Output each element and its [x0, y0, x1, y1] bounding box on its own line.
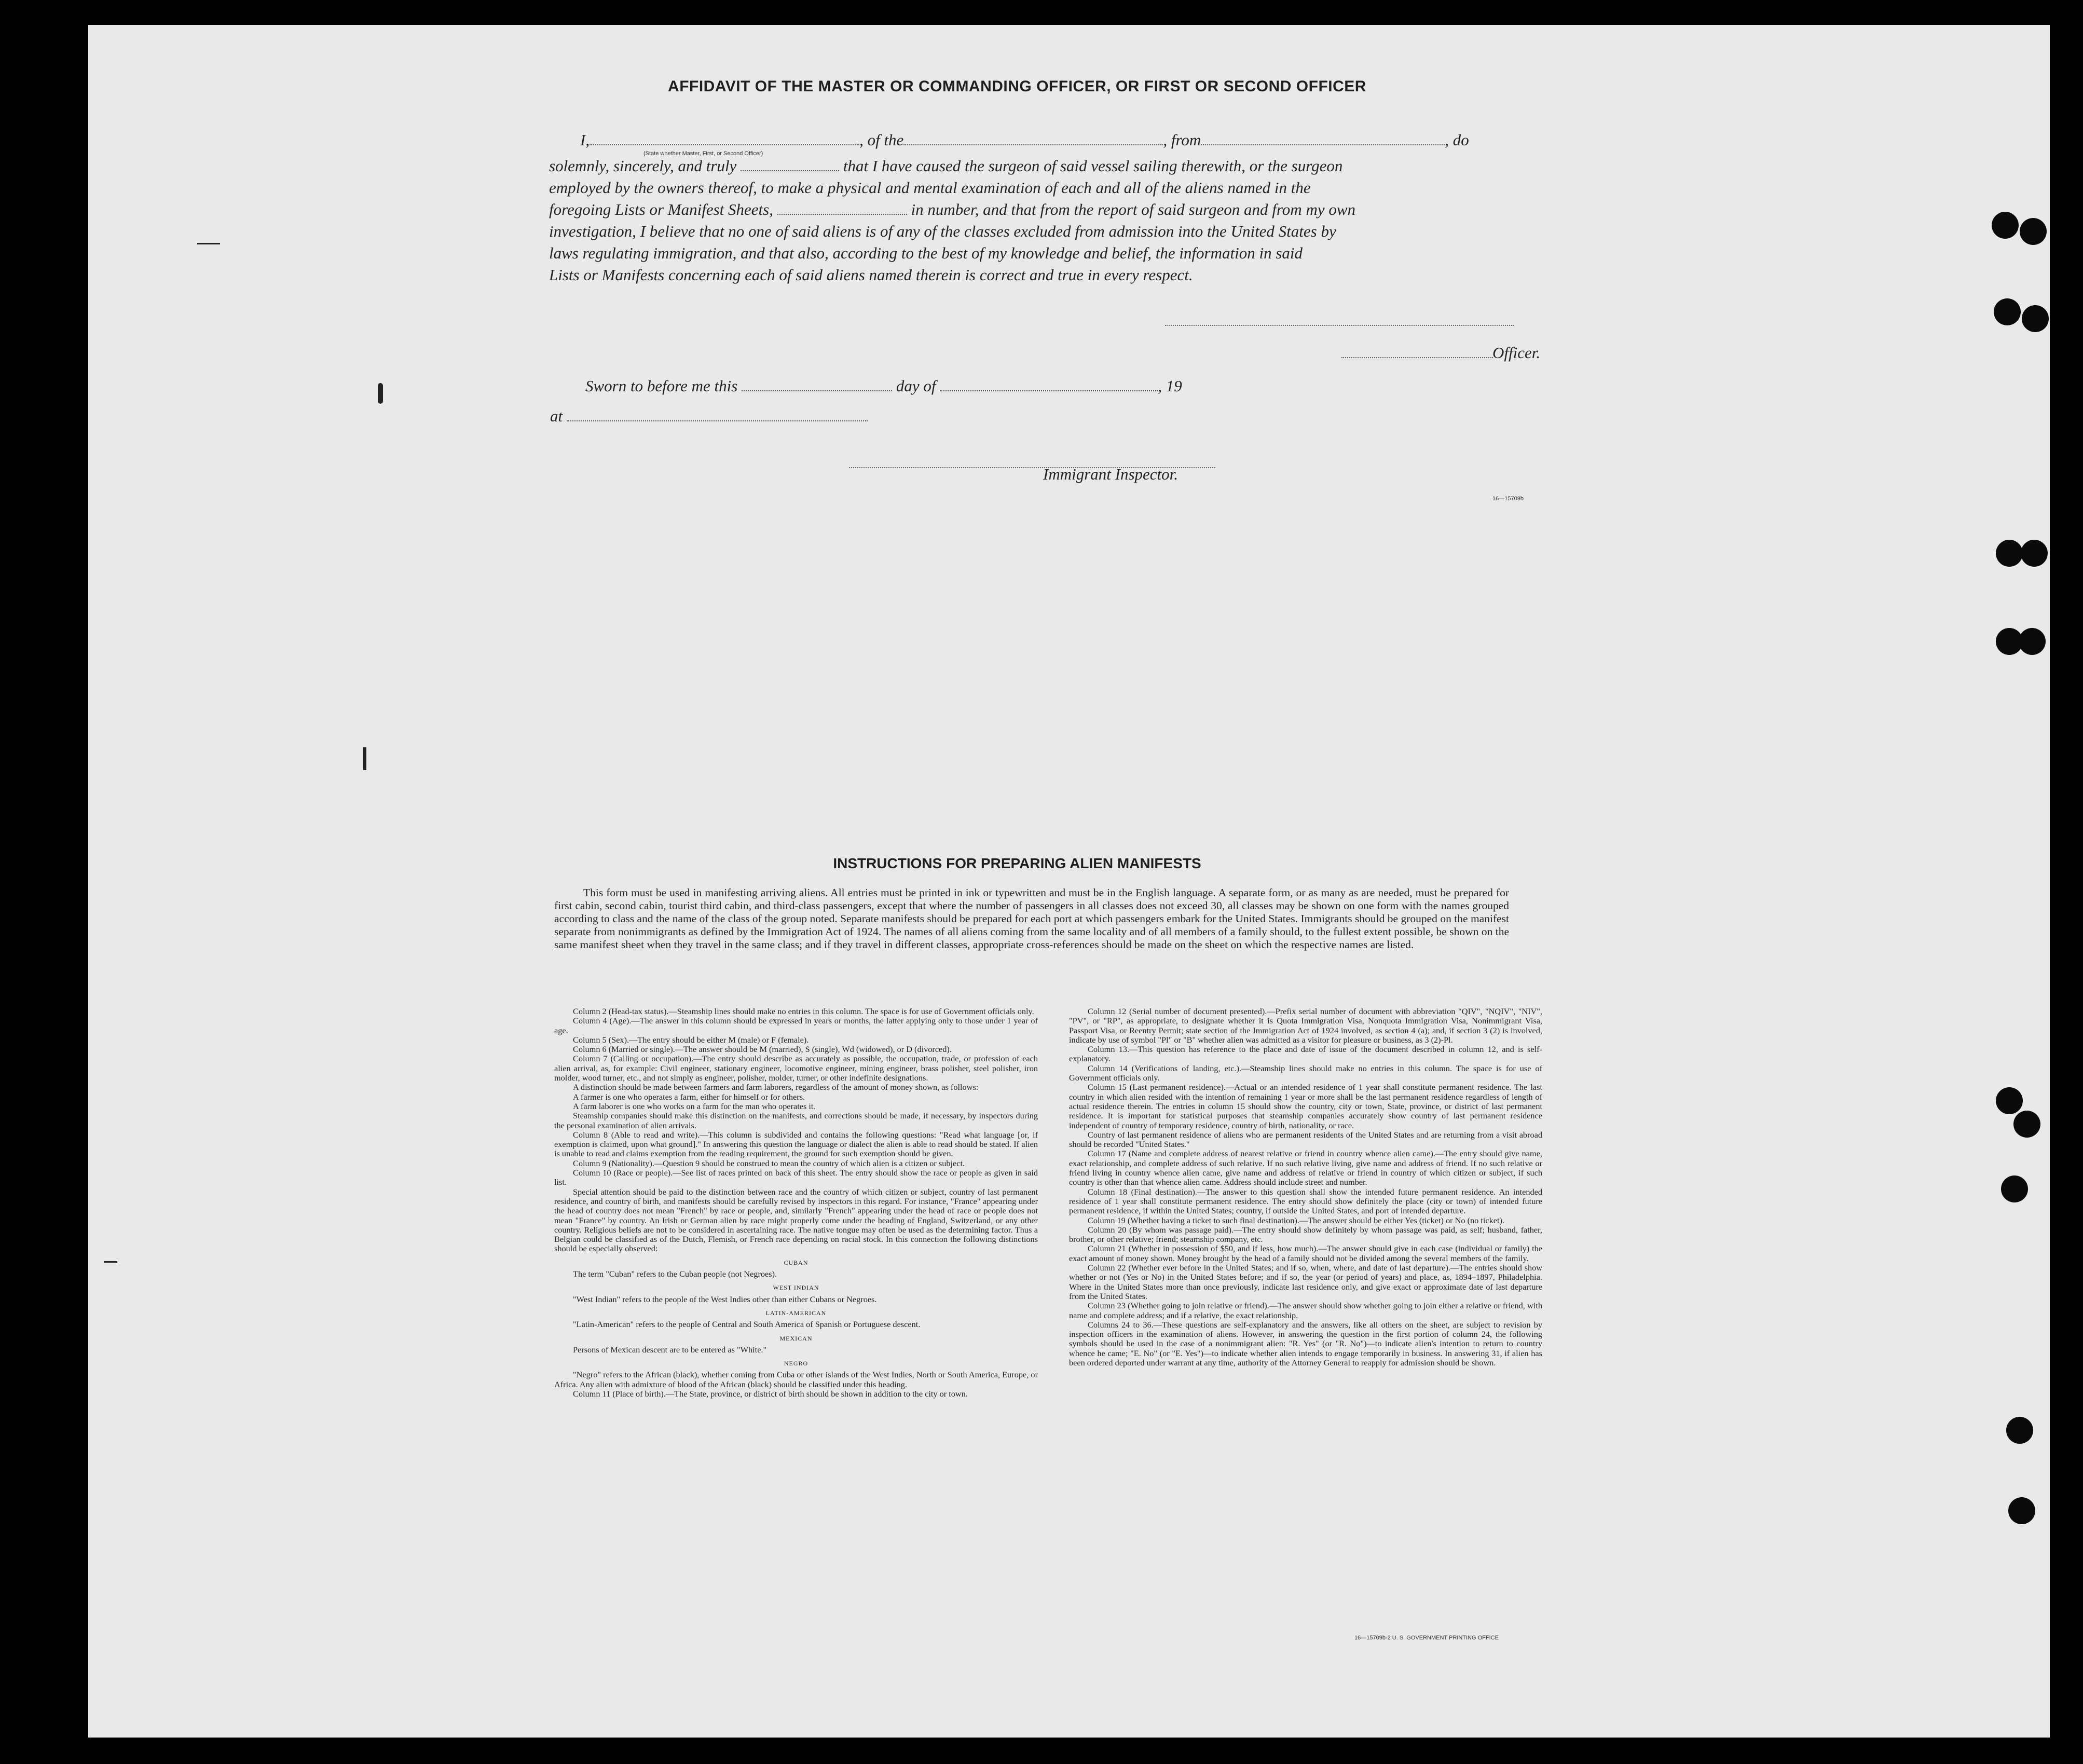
instruction-paragraph: Column 18 (Final destination).—The answer to this question shall show the intended future permanent residence. An intended residence of 1 year shall constitute permanent residence. The entry should show definitely the place (city or town) of intended future permanent residence, if within the United States; country, if outside the United States, and port of intended departure.: [1069, 1186, 1542, 1216]
form-number: 16—15709b: [1492, 496, 1524, 502]
text: that I have caused the surgeon of said vessel sailing therewith, or the surgeon: [843, 157, 1343, 175]
instruction-paragraph: Column 22 (Whether ever before in the United States; and if so, when, where, and date of last departure).—The entries should show whether or not (Yes or No) in the United States before; and if so, the year (or period of years) and place, as, 1894–1897, Philadelphia. Where in the United States more than once previously, indicate last residence only, and give exact or approximate date of last departure from the United States.: [1069, 1263, 1542, 1301]
punch-hole: [2020, 218, 2047, 245]
inspector-label: Immigrant Inspector.: [1043, 465, 1178, 483]
printing-office-footer: 16—15709b-2 U. S. GOVERNMENT PRINTING OFFICE: [1354, 1635, 1499, 1641]
race-definition: The term "Cuban" refers to the Cuban people (not Negroes).: [573, 1269, 777, 1279]
instructions-intro: This form must be used in manifesting arriving aliens. All entries must be printed in ink or typewritten and must be in the English language. A separate form, or as many as are needed, must be prepared for first cabin, second cabin, tourist third cabin, and third-class passengers, except that where the number of passengers in all classes does not exceed 30, all classes may be shown on one form with the names grouped according to class and the name of the class of the group noted. Separate manifests should be prepared for each port at which passengers embark for the United States. Immigrants should be grouped on the manifest separate from nonimmigrants as defined by the Immigration Act of 1924. The names of all aliens coming from the same locality and of all members of a family should, to the fullest extent possible, be shown on the same manifest sheet when they travel in the same class; and if they travel in different classes, appropriate cross-references should be made on the sheet on which the respective names are listed.: [554, 886, 1509, 951]
instruction-paragraph: Column 23 (Whether going to join relative or friend).—The answer should show whether going to join either a relative or friend, with name and complete address; and if a relative, the exact relationship.: [1069, 1301, 1542, 1320]
instruction-paragraph: Special attention should be paid to the distinction between race and the country of which citizen or subject, country of last permanent residence, and country of birth, and manifests should be carefully revised by inspectors in this regard. For instance, "France" appearing under the head of country does not mean "French" by race or people, and, similarly "French" appearing under the head of race or people does not mean "France" by country. An Irish or German alien by race might properly come under the heading of England, Switzerland, or any other country. Religious beliefs are not to be considered in ascertaining race. The native tongue may often be used as the determining factor. Thus a Belgian could be classified as of the Dutch, Flemish, or French race depending on racial stock. In this connection the following distinctions should be especially observed:: [554, 1186, 1038, 1254]
place-blank: [567, 417, 868, 421]
oath-blank: [741, 167, 839, 171]
punch-hole: [2013, 1111, 2040, 1138]
race-heading: WEST INDIAN: [773, 1284, 819, 1292]
sworn-line: [585, 377, 1182, 395]
state-note: (State whether Master, First, or Second Officer): [643, 151, 763, 157]
race-heading: CUBAN: [784, 1259, 808, 1266]
instruction-paragraph: Column 12 (Serial number of document presented).—Prefix serial number of document with abbreviation "QIV", "NQIV", "NIV", "PV", or "RP", as appropriate, to designate whether it is Quota Immigration Visa, Nonquota Immigration Visa, Nonimmigrant Visa, Passport Visa, or Reentry Permit; state section of the Immigration Act of 1924 involved, as section 4 (a); and, if section 3 (2) is involved, indicate by use of symbol "Pl" or "B" whether alien was admitted as a visitor for pleasure or business, as 3 (2)-Pl.: [1069, 1006, 1542, 1045]
text: , of the: [859, 131, 904, 149]
punch-hole: [1994, 298, 2021, 325]
punch-hole: [2021, 540, 2048, 567]
affidavit-title: AFFIDAVIT OF THE MASTER OR COMMANDING OFFICER, OR FIRST OR SECOND OFFICER: [668, 78, 1366, 95]
text: I,: [580, 131, 590, 149]
punch-hole: [1992, 212, 2019, 239]
instruction-paragraph: Column 6 (Married or single).—The answer should be M (married), S (single), Wd (widowed), or D (divorced).: [573, 1044, 952, 1055]
month-blank: [940, 387, 1158, 391]
race-definition: "Latin-American" refers to the people of Central and South America of Spanish or Portuguese descent.: [573, 1319, 921, 1330]
binding-mark: [197, 243, 220, 244]
affidavit-line-2: [549, 157, 1342, 175]
punch-hole: [1996, 540, 2023, 567]
text: at: [550, 407, 563, 425]
binding-mark: [104, 1261, 117, 1263]
day-blank: [742, 387, 892, 391]
text: , 19: [1158, 377, 1182, 395]
punch-hole: [2022, 305, 2049, 332]
affidavit-line-6: laws regulating immigration, and that also, according to the best of my knowledge and belief, the information in said: [549, 244, 1303, 262]
affidavit-line-7: Lists or Manifests concerning each of said aliens named therein is correct and true in every respect.: [549, 266, 1193, 284]
race-definition: "Negro" refers to the African (black), whether coming from Cuba or other islands of the West Indies, North or South America, Europe, or Africa. Any alien with admixture of blood of the African (black) should be classified under this heading.: [554, 1370, 1038, 1389]
instruction-paragraph: Column 17 (Name and complete address of nearest relative or friend in country whence alien came).—The entry should give name, exact relationship, and complete address of such relative. If no such relative living, give name and address of friend. If no such relative or friend living in country whence alien came, give name and address of relative or friend in country of which citizen or subject, if such country is other than that whence alien came. Address should include street and number.: [1069, 1148, 1542, 1187]
officer-rank-blank: [590, 141, 859, 145]
signature-line: [1341, 357, 1493, 358]
signature-line: [1165, 325, 1514, 326]
punch-hole: [2006, 1417, 2033, 1444]
punch-hole: [2008, 1497, 2035, 1524]
instruction-paragraph: Column 14 (Verifications of landing, etc.).—Steamship lines should make no entries in this column. The space is for use of Government officials only.: [1069, 1063, 1542, 1083]
officer-label: Officer.: [1492, 344, 1541, 362]
instruction-paragraph: A farmer is one who operates a farm, either for himself or for others.: [573, 1091, 805, 1102]
right-black-border: [2054, 0, 2083, 1764]
text: foregoing Lists or Manifest Sheets,: [549, 200, 773, 218]
instruction-paragraph: Steamship companies should make this distinction on the manifests, and corrections should be made, if necessary, by inspectors during the personal examination of alien arrivals.: [554, 1111, 1038, 1130]
at-line: [550, 407, 868, 426]
instruction-paragraph: Column 13.—This question has reference to the place and date of issue of the document described in column 12, and is self-explanatory.: [1069, 1044, 1542, 1064]
instruction-paragraph: Column 10 (Race or people).—See list of races printed on back of this sheet. The entry should show the race or people as given in said list.: [554, 1168, 1038, 1187]
instruction-paragraph: Column 2 (Head-tax status).—Steamship lines should make no entries in this column. The space is for use of Government officials only.: [573, 1006, 1034, 1016]
instruction-paragraph: Column 20 (By whom was passage paid).—The entry should show definitely by whom passage was paid, as self; husband, father, brother, or other relative; friend; steamship company, etc.: [1069, 1224, 1542, 1245]
vessel-name-blank: [903, 141, 1163, 145]
race-definition: Persons of Mexican descent are to be entered as "White.": [573, 1344, 767, 1355]
instruction-paragraph: Column 19 (Whether having a ticket to such final destination).—The answer should be either Yes (ticket) or No (no ticket).: [1088, 1215, 1505, 1225]
punch-hole: [1996, 1087, 2023, 1114]
text: solemnly, sincerely, and truly: [549, 157, 737, 175]
port-blank: [1201, 141, 1445, 145]
affidavit-line-1: [580, 131, 1469, 149]
affidavit-line-3: employed by the owners thereof, to make a physical and mental examination of each and all of the aliens named in the: [549, 179, 1311, 197]
instruction-paragraph: Column 15 (Last permanent residence).—Actual or an intended residence of 1 year shall constitute permanent residence. The last country in which alien resided with the intention of remaining 1 year or more shall be the last permanent residence regardless of length of actual residence therein. The entries in column 15 should show the country, city or town, State, province, or district of last permanent residence. It is important for statistical purposes that steamship companies accurately show country of last permanent residence independent of country of temporary residence, country of birth, nationality, or race.: [1069, 1082, 1542, 1130]
punch-hole: [2019, 628, 2046, 655]
instructions-title: INSTRUCTIONS FOR PREPARING ALIEN MANIFESTS: [833, 855, 1201, 871]
instruction-paragraph: Column 5 (Sex).—The entry should be either M (male) or F (female).: [573, 1034, 809, 1045]
instruction-paragraph: Columns 24 to 36.—These questions are self-explanatory and the answers, like all others on the sheet, are subject to revision by inspection officers in the examination of aliens. However, in answering the question in the first portion of column 24, the following symbols should be used in the case of a nonimmigrant alien: "R. Yes" (or "R. No")—to indicate alien's intention to return to country whence he came; "E. No" (or "E. Yes")—to indicate whether alien intends to engage temporarily in business. In answering 31, if alien has been ordered deported under warrant at any time, authority of the Attorney General to reapply for admission should be shown.: [1069, 1319, 1542, 1368]
instruction-paragraph: Column 11 (Place of birth).—The State, province, or district of birth should be shown in addition to the city or town.: [573, 1388, 968, 1399]
binding-mark: [378, 383, 383, 404]
text: , do: [1445, 131, 1469, 149]
text: in number, and that from the report of said surgeon and from my own: [911, 200, 1356, 218]
affidavit-line-5: investigation, I believe that no one of said aliens is of any of the classes excluded from admission into the United States by: [549, 222, 1336, 240]
instructions-right-column: [1069, 1007, 1542, 1368]
instruction-paragraph: Column 21 (Whether in possession of $50, and if less, how much).—The answer should give in each case (individual or family) the exact amount of money shown. Money brought by the head of a family should not be divided among the several members of the family.: [1069, 1243, 1542, 1263]
instruction-paragraph: Column 4 (Age).—The answer in this column should be expressed in years or months, the latter applying only to those under 1 year of age.: [554, 1016, 1038, 1035]
instruction-paragraph: Column 7 (Calling or occupation).—The entry should describe as accurately as possible, the occupation, trade, or profession of each alien arrival, as, for example: Civil engineer, stationary engineer, locomotive engineer, mining engineer, brass polisher, steel polisher, iron molder, wood turner, etc., and not simply as engineer, polisher, molder, turner, or other indefinite designations.: [554, 1054, 1038, 1083]
instruction-paragraph: A farm laborer is one who works on a farm for the man who operates it.: [573, 1101, 816, 1111]
instruction-paragraph: Country of last permanent residence of aliens who are permanent residents of the United States and are returning from a visit abroad should be recorded "United States.": [1069, 1129, 1542, 1150]
race-heading: MEXICAN: [779, 1334, 813, 1342]
text: day of: [896, 377, 936, 395]
number-blank: [777, 211, 907, 215]
punch-hole: [2001, 1175, 2028, 1202]
race-heading: NEGRO: [784, 1360, 808, 1368]
binding-mark: [363, 747, 366, 770]
instruction-paragraph: Column 8 (Able to read and write).—This column is subdivided and contains the following questions: "Read what language [or, if exemption is claimed, upon what ground]." In answering this question the language or dialect the alien is able to read should be stated. If alien is unable to read and claims exemption from the reading requirement, the ground for such exemption should be given.: [554, 1129, 1038, 1159]
text: Sworn to before me this: [585, 377, 738, 395]
affidavit-line-4: [549, 200, 1355, 219]
instruction-paragraph: Column 9 (Nationality).—Question 9 should be construed to mean the country of which alien is a citizen or subject.: [573, 1158, 965, 1168]
race-definition: "West Indian" refers to the people of the West Indies other than either Cubans or Negroes.: [573, 1294, 877, 1304]
text: , from: [1163, 131, 1201, 149]
race-heading: LATIN-AMERICAN: [765, 1309, 827, 1317]
instruction-paragraph: A distinction should be made between farmers and farm laborers, regardless of the amount of money shown, as follows:: [573, 1082, 979, 1092]
instructions-left-column: [554, 1007, 1038, 1399]
